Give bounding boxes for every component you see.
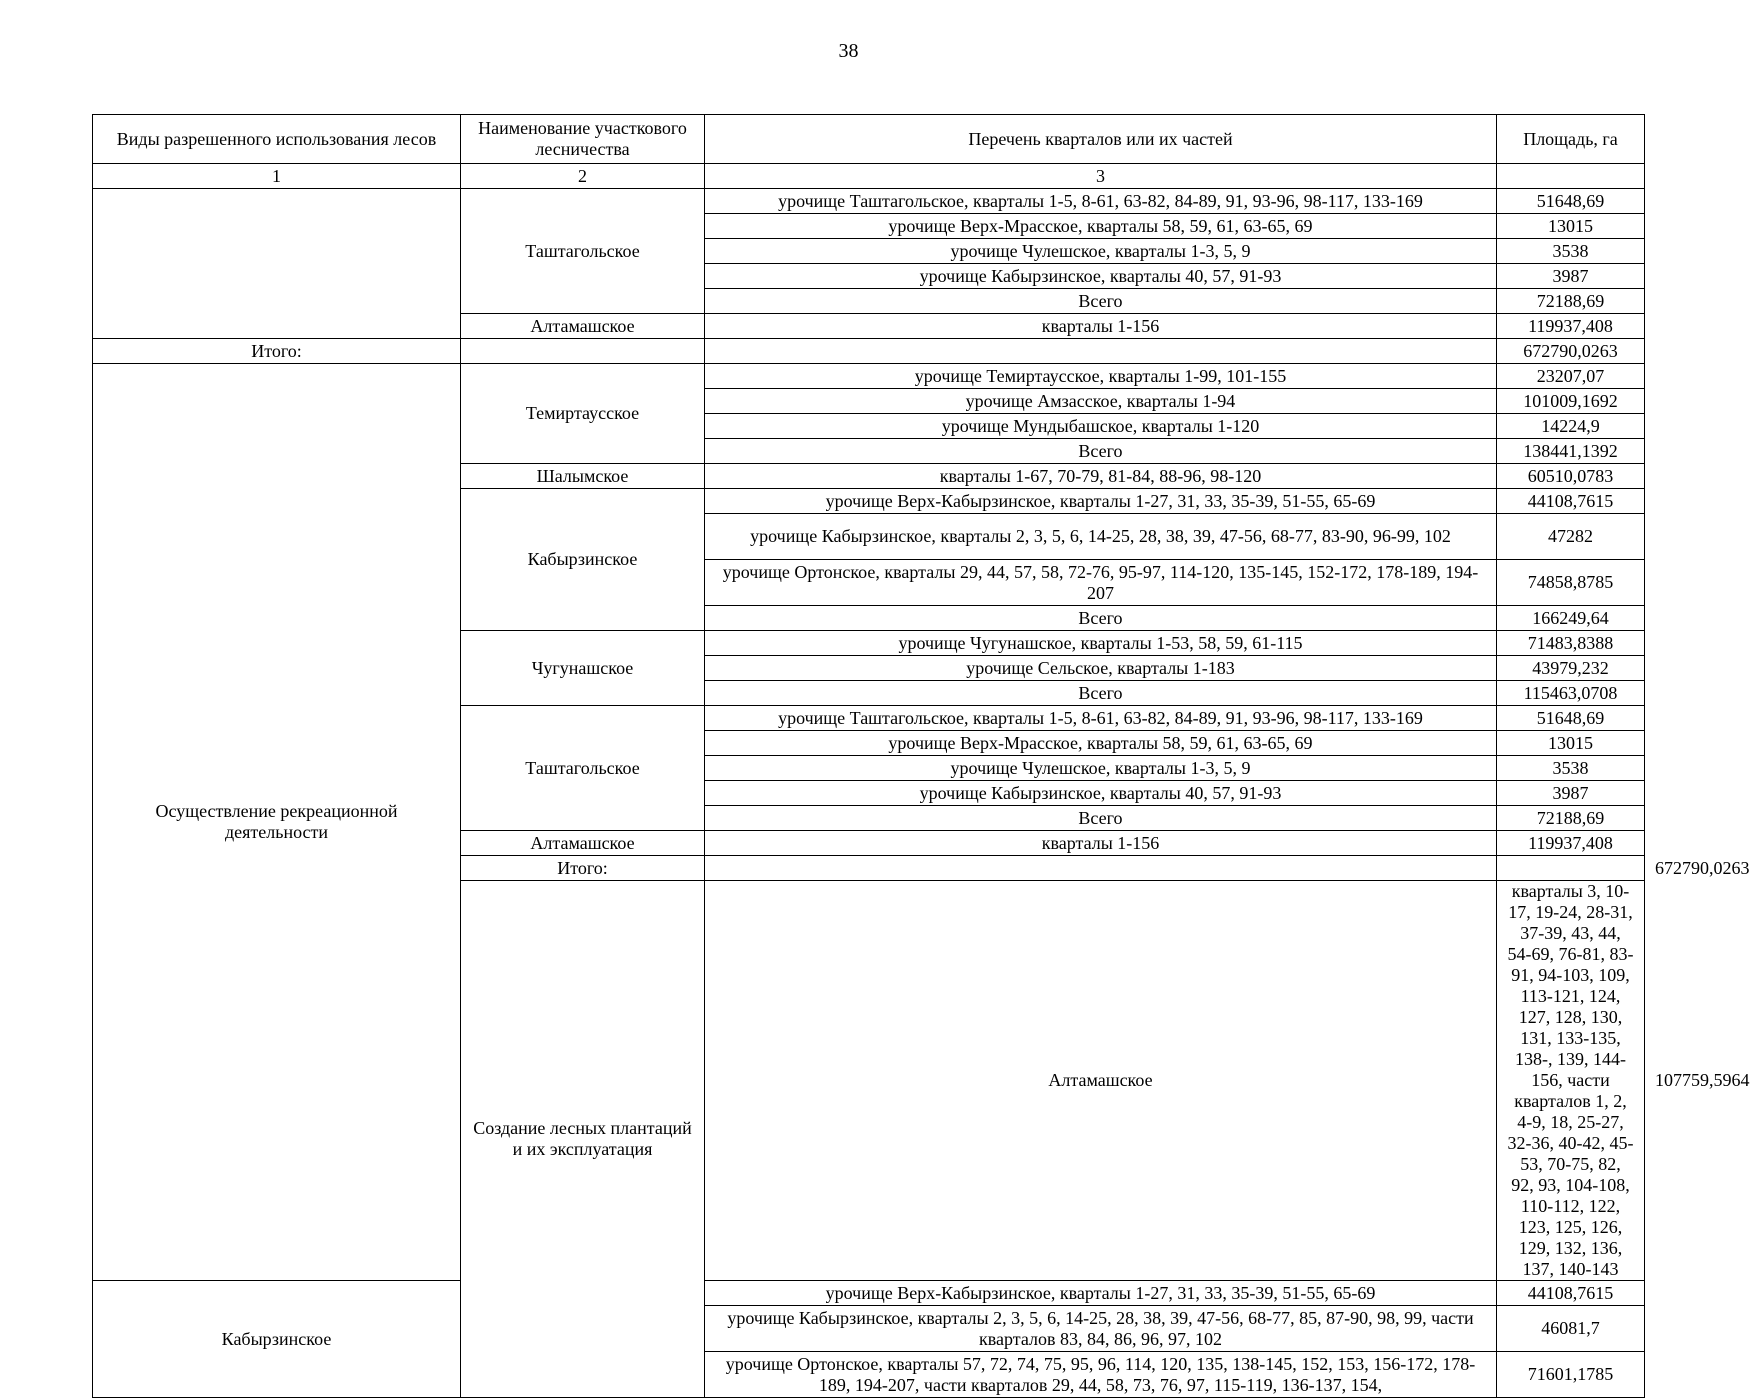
subtotal-value: 138441,1392 <box>1497 439 1645 464</box>
forestry-cell: Алтамашское <box>461 831 705 856</box>
area-cell: 43979,232 <box>1497 656 1645 681</box>
header-cell: Перечень кварталов или их частей <box>705 115 1497 164</box>
quarters-cell: кварталы 1-156 <box>705 314 1497 339</box>
forestry-cell: Алтамашское <box>705 881 1497 1281</box>
subtotal-label: Всего <box>705 806 1497 831</box>
quarters-cell: урочище Мундыбашское, кварталы 1-120 <box>705 414 1497 439</box>
area-cell: 119937,408 <box>1497 831 1645 856</box>
quarters-cell: урочище Таштагольское, кварталы 1-5, 8-61, 63-82, 84-89, 91, 93-96, 98-117, 133-169 <box>705 189 1497 214</box>
table-row <box>93 189 1645 214</box>
subtotal-label: Всего <box>705 439 1497 464</box>
total-row <box>93 339 1645 364</box>
total-value: 672790,0263 <box>1497 339 1645 364</box>
header-cell: Площадь, га <box>1497 115 1645 164</box>
quarters-cell: урочище Кабырзинское, кварталы 40, 57, 91-93 <box>705 781 1497 806</box>
forestry-cell: Кабырзинское <box>93 1281 461 1398</box>
area-cell: 3538 <box>1497 239 1645 264</box>
activity-cell-continued <box>93 189 461 339</box>
area-cell: 47282 <box>1497 514 1645 560</box>
area-cell: 13015 <box>1497 214 1645 239</box>
quarters-cell: урочище Таштагольское, кварталы 1-5, 8-61, 63-82, 84-89, 91, 93-96, 98-117, 133-169 <box>705 706 1497 731</box>
column-number-row <box>93 164 1645 189</box>
quarters-cell: урочище Ортонское, кварталы 29, 44, 57, 58, 72-76, 95-97, 114-120, 135-145, 152-172, 178-189, 194-207 <box>705 560 1497 606</box>
activity-cell: Осуществление рекреационной деятельности <box>93 364 461 1281</box>
area-cell: 60510,0783 <box>1497 464 1645 489</box>
quarters-cell: кварталы 1-156 <box>705 831 1497 856</box>
quarters-cell: урочище Чугунашское, кварталы 1-53, 58, 59, 61-115 <box>705 631 1497 656</box>
column-number: 1 <box>93 164 461 189</box>
quarters-cell: урочище Кабырзинское, кварталы 2, 3, 5, 6, 14-25, 28, 38, 39, 47-56, 68-77, 83-90, 96-99, 102 <box>705 514 1497 560</box>
forest-use-table <box>92 114 1750 1398</box>
quarters-cell: урочище Кабырзинское, кварталы 40, 57, 91-93 <box>705 264 1497 289</box>
area-cell: 74858,8785 <box>1497 560 1645 606</box>
forestry-cell: Кабырзинское <box>461 489 705 631</box>
area-cell: 3987 <box>1497 781 1645 806</box>
quarters-cell: урочище Амзасское, кварталы 1-94 <box>705 389 1497 414</box>
quarters-cell: урочище Верх-Мрасское, кварталы 58, 59, 61, 63-65, 69 <box>705 214 1497 239</box>
quarters-cell: урочище Сельское, кварталы 1-183 <box>705 656 1497 681</box>
area-cell: 3987 <box>1497 264 1645 289</box>
quarters-cell: кварталы 3, 10-17, 19-24, 28-31, 37-39, 43, 44, 54-69, 76-81, 83-91, 94-103, 109, 113-121, 124, 127, 128, 130, 131, 133-135, 138-, 139, 144-156, части кварталов 1, 2, 4-9, 18, 25-27, 32-36, 40-42, 45-53, 70-75, 82, 92, 93, 104-108, 110-112, 122, 123, 125, 126, 129, 132, 136, 137, 140-143 <box>1497 881 1645 1281</box>
forestry-cell: Шалымское <box>461 464 705 489</box>
area-cell: 119937,408 <box>1497 314 1645 339</box>
quarters-cell: урочище Темиртаусское, кварталы 1-99, 101-155 <box>705 364 1497 389</box>
subtotal-value: 166249,64 <box>1497 606 1645 631</box>
area-cell: 3538 <box>1497 756 1645 781</box>
column-number: 3 <box>705 164 1497 189</box>
area-cell: 101009,1692 <box>1497 389 1645 414</box>
area-cell: 51648,69 <box>1497 706 1645 731</box>
area-cell: 71483,8388 <box>1497 631 1645 656</box>
forestry-cell: Чугунашское <box>461 631 705 706</box>
quarters-cell: урочище Верх-Мрасское, кварталы 58, 59, 61, 63-65, 69 <box>705 731 1497 756</box>
header-row <box>93 115 1645 164</box>
area-cell: 23207,07 <box>1497 364 1645 389</box>
header-cell: Наименование участкового лесничества <box>461 115 705 164</box>
page-number: 38 <box>838 40 859 62</box>
forestry-cell: Таштагольское <box>461 189 705 314</box>
area-cell: 44108,7615 <box>1497 1281 1645 1306</box>
total-label: Итого: <box>93 339 461 364</box>
forestry-cell: Алтамашское <box>461 314 705 339</box>
subtotal-label: Всего <box>705 289 1497 314</box>
subtotal-label: Всего <box>705 606 1497 631</box>
area-cell: 51648,69 <box>1497 189 1645 214</box>
table-row <box>93 1281 1645 1306</box>
column-number: 2 <box>461 164 705 189</box>
column-number <box>1497 164 1645 189</box>
table-row: Создание лесных плантаций и их эксплуатация Алтамашское кварталы 3, 10-17, 19-24, 28-31, 37-39, 43, 44, 54-69, 76-81, 83-91, 94-103, 109, 113-121, 124, 127, 128, 130, 131, 133-135, 138-, 139, 144-156, части кварталов 1, 2, 4-9, 18, 25-27, 32-36, 40-42, 45-53, 70-75, 82, 92, 93, 104-108, 110-112, 122, 123, 125, 126, 129, 132, 136, 137, 140-143 107759,5964 <box>93 881 1645 1281</box>
area-cell: 46081,7 <box>1497 1306 1645 1352</box>
forestry-cell: Темиртаусское <box>461 364 705 464</box>
quarters-cell: урочище Верх-Кабырзинское, кварталы 1-27, 31, 33, 35-39, 51-55, 65-69 <box>705 1281 1497 1306</box>
quarters-cell: урочище Верх-Кабырзинское, кварталы 1-27, 31, 33, 35-39, 51-55, 65-69 <box>705 489 1497 514</box>
subtotal-value: 72188,69 <box>1497 289 1645 314</box>
area-cell: 71601,1785 <box>1497 1352 1645 1398</box>
activity-cell: Создание лесных плантаций и их эксплуатация <box>461 881 705 1398</box>
header-cell: Виды разрешенного использования лесов <box>93 115 461 164</box>
quarters-cell: урочище Чулешское, кварталы 1-3, 5, 9 <box>705 239 1497 264</box>
subtotal-value: 72188,69 <box>1497 806 1645 831</box>
quarters-cell: урочище Чулешское, кварталы 1-3, 5, 9 <box>705 756 1497 781</box>
total-row: Итого: 672790,0263 <box>93 856 1645 881</box>
table-row <box>93 364 1645 389</box>
quarters-cell: урочище Ортонское, кварталы 57, 72, 74, 75, 95, 96, 114, 120, 135, 138-145, 152, 153, 156-172, 178-189, 194-207, части кварталов 29, 44, 58, 73, 76, 97, 115-119, 136-137, 154, <box>705 1352 1497 1398</box>
subtotal-value: 115463,0708 <box>1497 681 1645 706</box>
quarters-cell: кварталы 1-67, 70-79, 81-84, 88-96, 98-120 <box>705 464 1497 489</box>
area-cell: 14224,9 <box>1497 414 1645 439</box>
forestry-cell: Таштагольское <box>461 706 705 831</box>
subtotal-label: Всего <box>705 681 1497 706</box>
quarters-cell: урочище Кабырзинское, кварталы 2, 3, 5, 6, 14-25, 28, 38, 39, 47-56, 68-77, 85, 87-90, 98, 99, части кварталов 83, 84, 86, 96, 97, 102 <box>705 1306 1497 1352</box>
area-cell: 13015 <box>1497 731 1645 756</box>
total-label: Итого: <box>461 856 705 881</box>
area-cell: 44108,7615 <box>1497 489 1645 514</box>
